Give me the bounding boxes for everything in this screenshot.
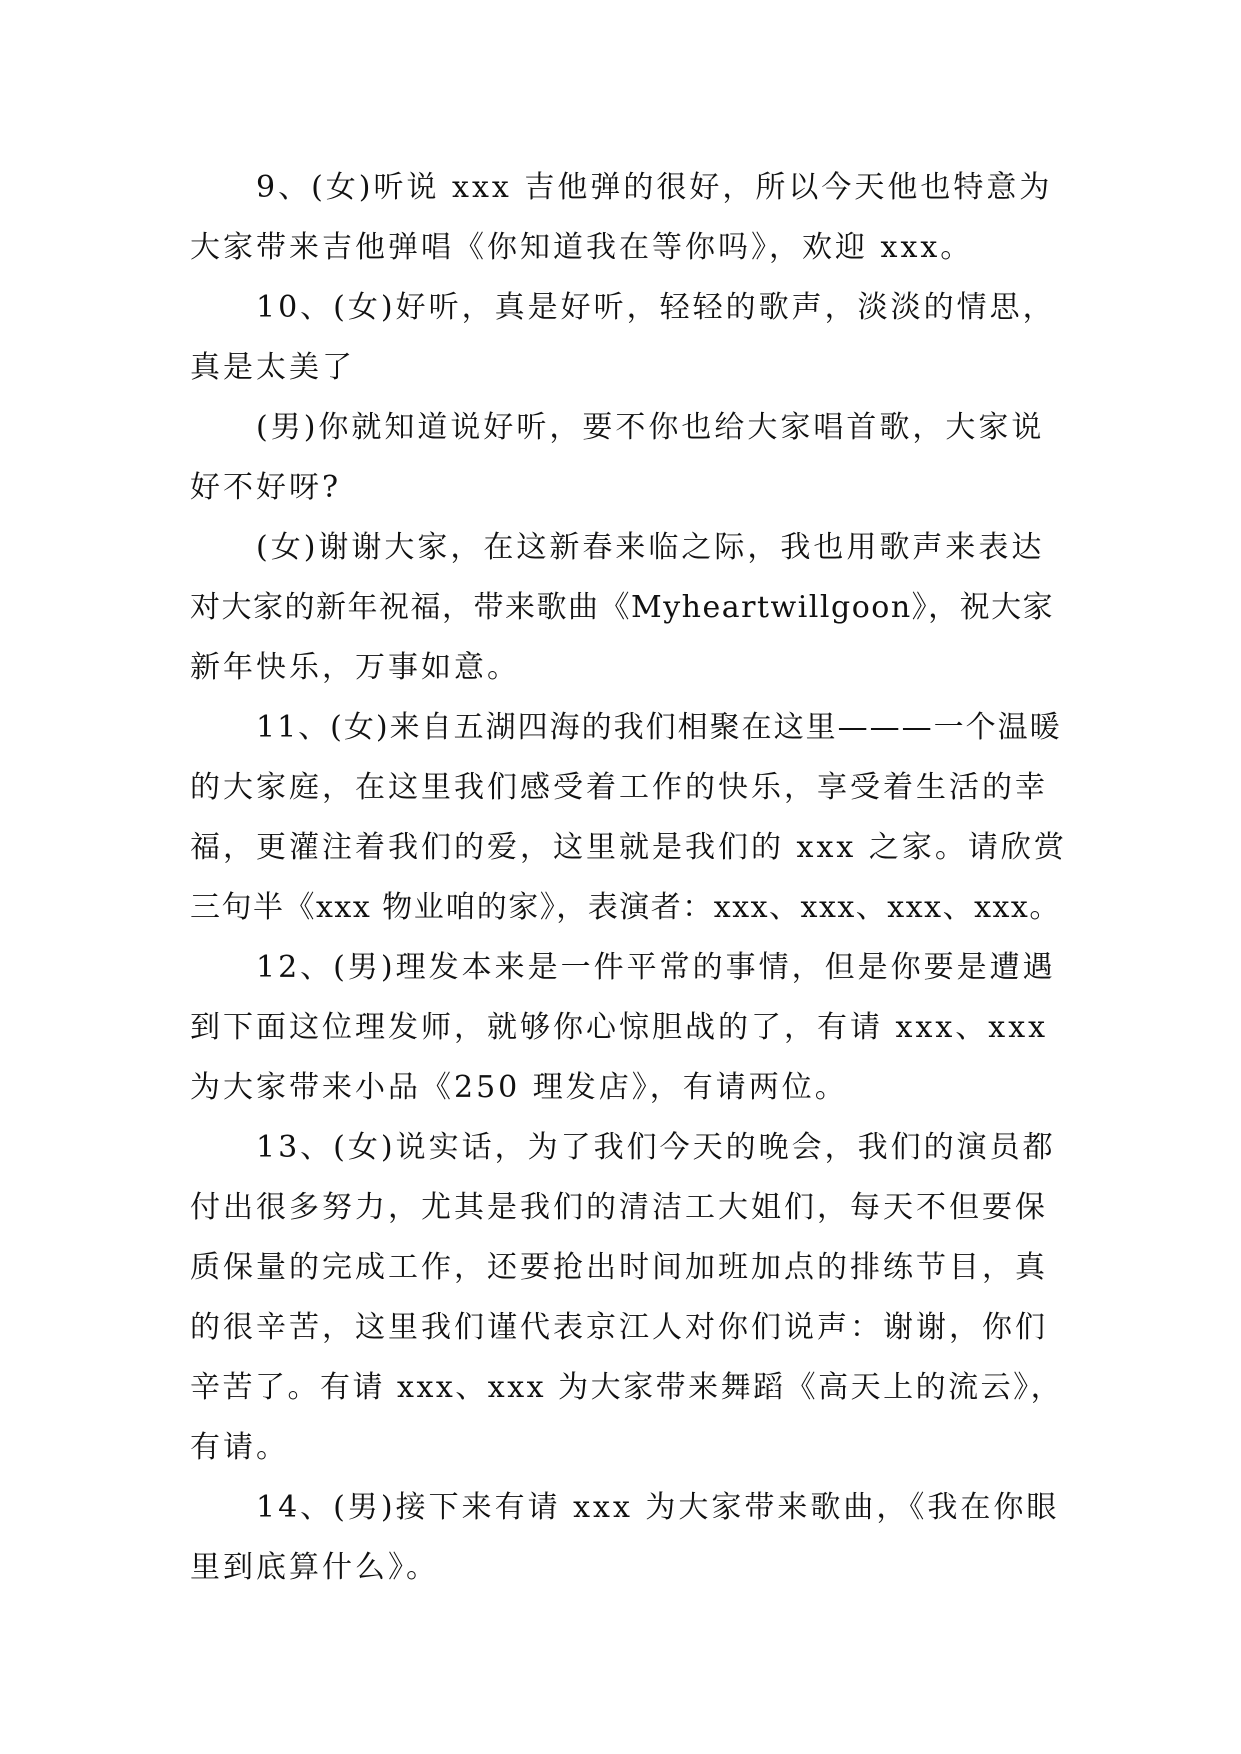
text-line: 为大家带来小品《250 理发店》，有请两位。 xyxy=(190,1070,848,1105)
text-line: 对大家的新年祝福，带来歌曲《Myheartwillgoon》，祝大家 xyxy=(190,590,1055,625)
text-line: 三句半《xxx 物业咱的家》，表演者：xxx、xxx、xxx、xxx。 xyxy=(190,890,1061,925)
text-line: 真是太美了 xyxy=(190,350,355,385)
text-line: 到下面这位理发师，就够你心惊胆战的了，有请 xxx、xxx xyxy=(190,1010,1049,1045)
text-line: 辛苦了。有请 xxx、xxx 为大家带来舞蹈《高天上的流云》， xyxy=(190,1370,1064,1405)
text-line: 9、(女)听说 xxx 吉他弹的很好，所以今天他也特意为 xyxy=(256,170,1053,205)
text-line: 13、(女)说实话，为了我们今天的晚会，我们的演员都 xyxy=(256,1130,1056,1165)
text-line: 12、(男)理发本来是一件平常的事情，但是你要是遭遇 xyxy=(256,950,1056,985)
text-line: 有请。 xyxy=(190,1430,289,1465)
text-line: 10、(女)好听，真是好听，轻轻的歌声，淡淡的情思， xyxy=(256,290,1056,325)
text-line: (男)你就知道说好听，要不你也给大家唱首歌，大家说 xyxy=(256,410,1045,445)
text-line: 大家带来吉他弹唱《你知道我在等你吗》，欢迎 xxx。 xyxy=(190,230,974,265)
document-body xyxy=(190,158,1070,1598)
text-line: 好不好呀? xyxy=(190,470,342,505)
text-line: 的很辛苦，这里我们谨代表京江人对你们说声：谢谢，你们 xyxy=(190,1310,1048,1345)
text-line: 14、(男)接下来有请 xxx 为大家带来歌曲，《我在你眼 xyxy=(256,1490,1060,1525)
text-line: 质保量的完成工作，还要抢出时间加班加点的排练节目，真 xyxy=(190,1250,1048,1285)
text-line: (女)谢谢大家，在这新春来临之际，我也用歌声来表达 xyxy=(256,530,1045,565)
text-line: 付出很多努力，尤其是我们的清洁工大姐们，每天不但要保 xyxy=(190,1190,1048,1225)
text-line: 里到底算什么》。 xyxy=(190,1550,439,1585)
text-line: 的大家庭，在这里我们感受着工作的快乐，享受着生活的幸 xyxy=(190,770,1048,805)
text-line: 新年快乐，万事如意。 xyxy=(190,650,520,685)
text-line: 福，更灌注着我们的爱，这里就是我们的 xxx 之家。请欣赏 xyxy=(190,830,1067,865)
text-line: 11、(女)来自五湖四海的我们相聚在这里———一个温暖 xyxy=(256,710,1062,745)
